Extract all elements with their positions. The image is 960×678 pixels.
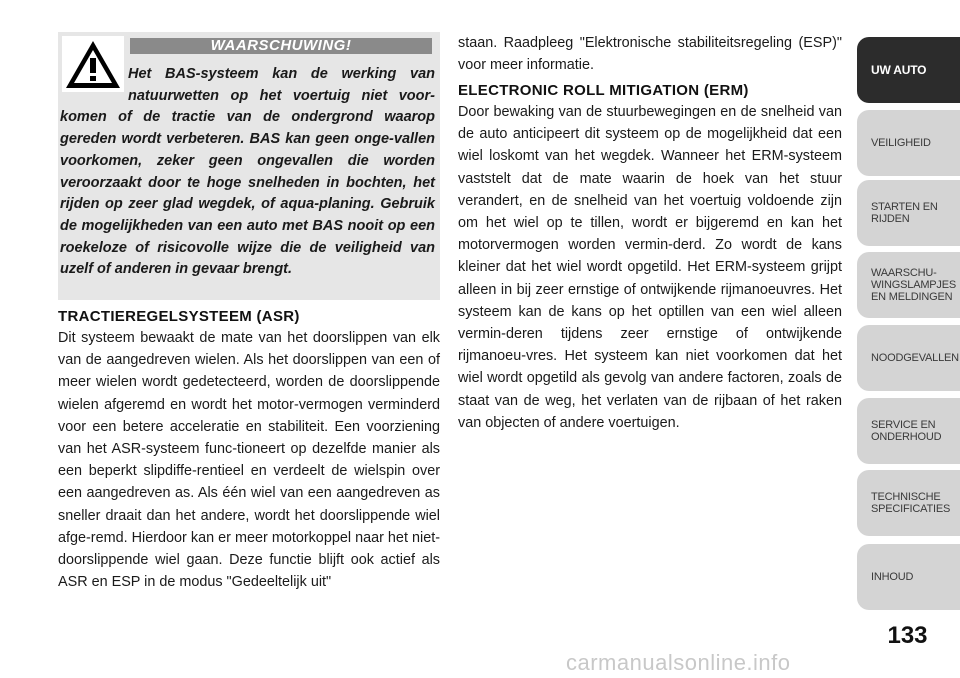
tab-service-en-onderhoud[interactable]: SERVICE EN ONDERHOUD (857, 398, 960, 464)
page-number: 133 (887, 622, 928, 649)
section-body-asr: Dit systeem bewaakt de mate van het doorslippen van elk van de aangedreven wielen. Als het doorslippen van een of meer wielen wordt gedetecteerd, worden de doorslippende wielen afgeremd en wordt het motor-vermogen verminderd voor een betere acceleratie en stabiliteit. Een voorziening van het ASR-systeem func-tioneert op dezelfde manier als een beperkt slipdiffe-rentieel en verdeelt de wielspin over een aangedreven as. Als één wiel van een aangedreven as sneller draait dan het andere, wordt het doorslippende wiel afge-remd. Hierdoor kan er meer motorkoppel naar het niet-doorslippende wiel gaan. Deze functie blijft ook actief als ASR en ESP in de modus "Gedeeltelijk uit" (58, 330, 440, 591)
tab-veiligheid[interactable]: VEILIGHEID (857, 110, 960, 176)
tab-waarschuwingslampjes[interactable]: WAARSCHU- WINGSLAMPJES EN MELDINGEN (857, 252, 960, 318)
chapter-tabs (857, 0, 960, 678)
watermark: carmanualsonline.info (566, 650, 791, 675)
warning-text: Het BAS-systeem kan de werking van natuurwetten op het voertuig niet voor-komen of de tractie van de ondergrond waarop gereden wordt verbeteren. BAS kan geen onge-vallen voorkomen, zeker geen ongevallen die worden veroorzaakt door te hoge snelheden in bochten, het rijden op zeer glad wegdek, of aqua-planing. Gebruik de mogelijkheden van een auto met BAS nooit op een roekeloze of risicovolle wijze die de veiligheid van uzelf of anderen in gevaar brengt. (60, 66, 435, 278)
section-heading-erm: ELECTRONIC ROLL MITIGATION (ERM) (458, 82, 749, 99)
tab-technische-specificaties[interactable]: TECHNISCHE SPECIFICATIES (857, 470, 960, 536)
warning-title: WAARSCHUWING! (130, 38, 432, 54)
section-body-erm: Door bewaking van de stuurbewegingen en de snelheid van de auto anticipeert dit systeem op de mogelijkheid dat een wiel loskomt van het wegdek. Wanneer het ERM-systeem vaststelt dat de mate waarin de hoek van het stuur verandert, en de snelheid van het voertuig voldoende zijn om het wiel op te tillen, wordt er bijgeremd en kan het motorvermogen worden vermin-derd. Zo wordt de kans kleiner dat het wiel wordt opgetild. Het ERM-systeem grijpt alleen in bij zeer ernstige of ontwijkende rijmanoeuvres. Het systeem kan de kans op het optillen van een wiel alleen vermin-deren tijdens zeer ernstige of ontwijkende rijmanoeu-vres. Het systeem kan niet voorkomen dat het wiel wordt opgetild als gevolg van andere factoren, zoals de staat van de weg, het verlaten van de rijbaan of het raken van objecten of andere voertuigen. (458, 104, 842, 431)
section-heading-asr: TRACTIEREGELSYSTEEM (ASR) (58, 308, 300, 325)
tab-uw-auto[interactable]: UW AUTO (857, 37, 960, 103)
continuation-text: staan. Raadpleeg "Elektronische stabiliteitsregeling (ESP)" voor meer informatie. (458, 35, 842, 74)
tab-inhoud[interactable]: INHOUD (857, 544, 960, 610)
warning-box (58, 32, 440, 300)
tab-noodgevallen[interactable]: NOODGEVALLEN (857, 325, 960, 391)
tab-starten-en-rijden[interactable]: STARTEN EN RIJDEN (857, 180, 960, 246)
